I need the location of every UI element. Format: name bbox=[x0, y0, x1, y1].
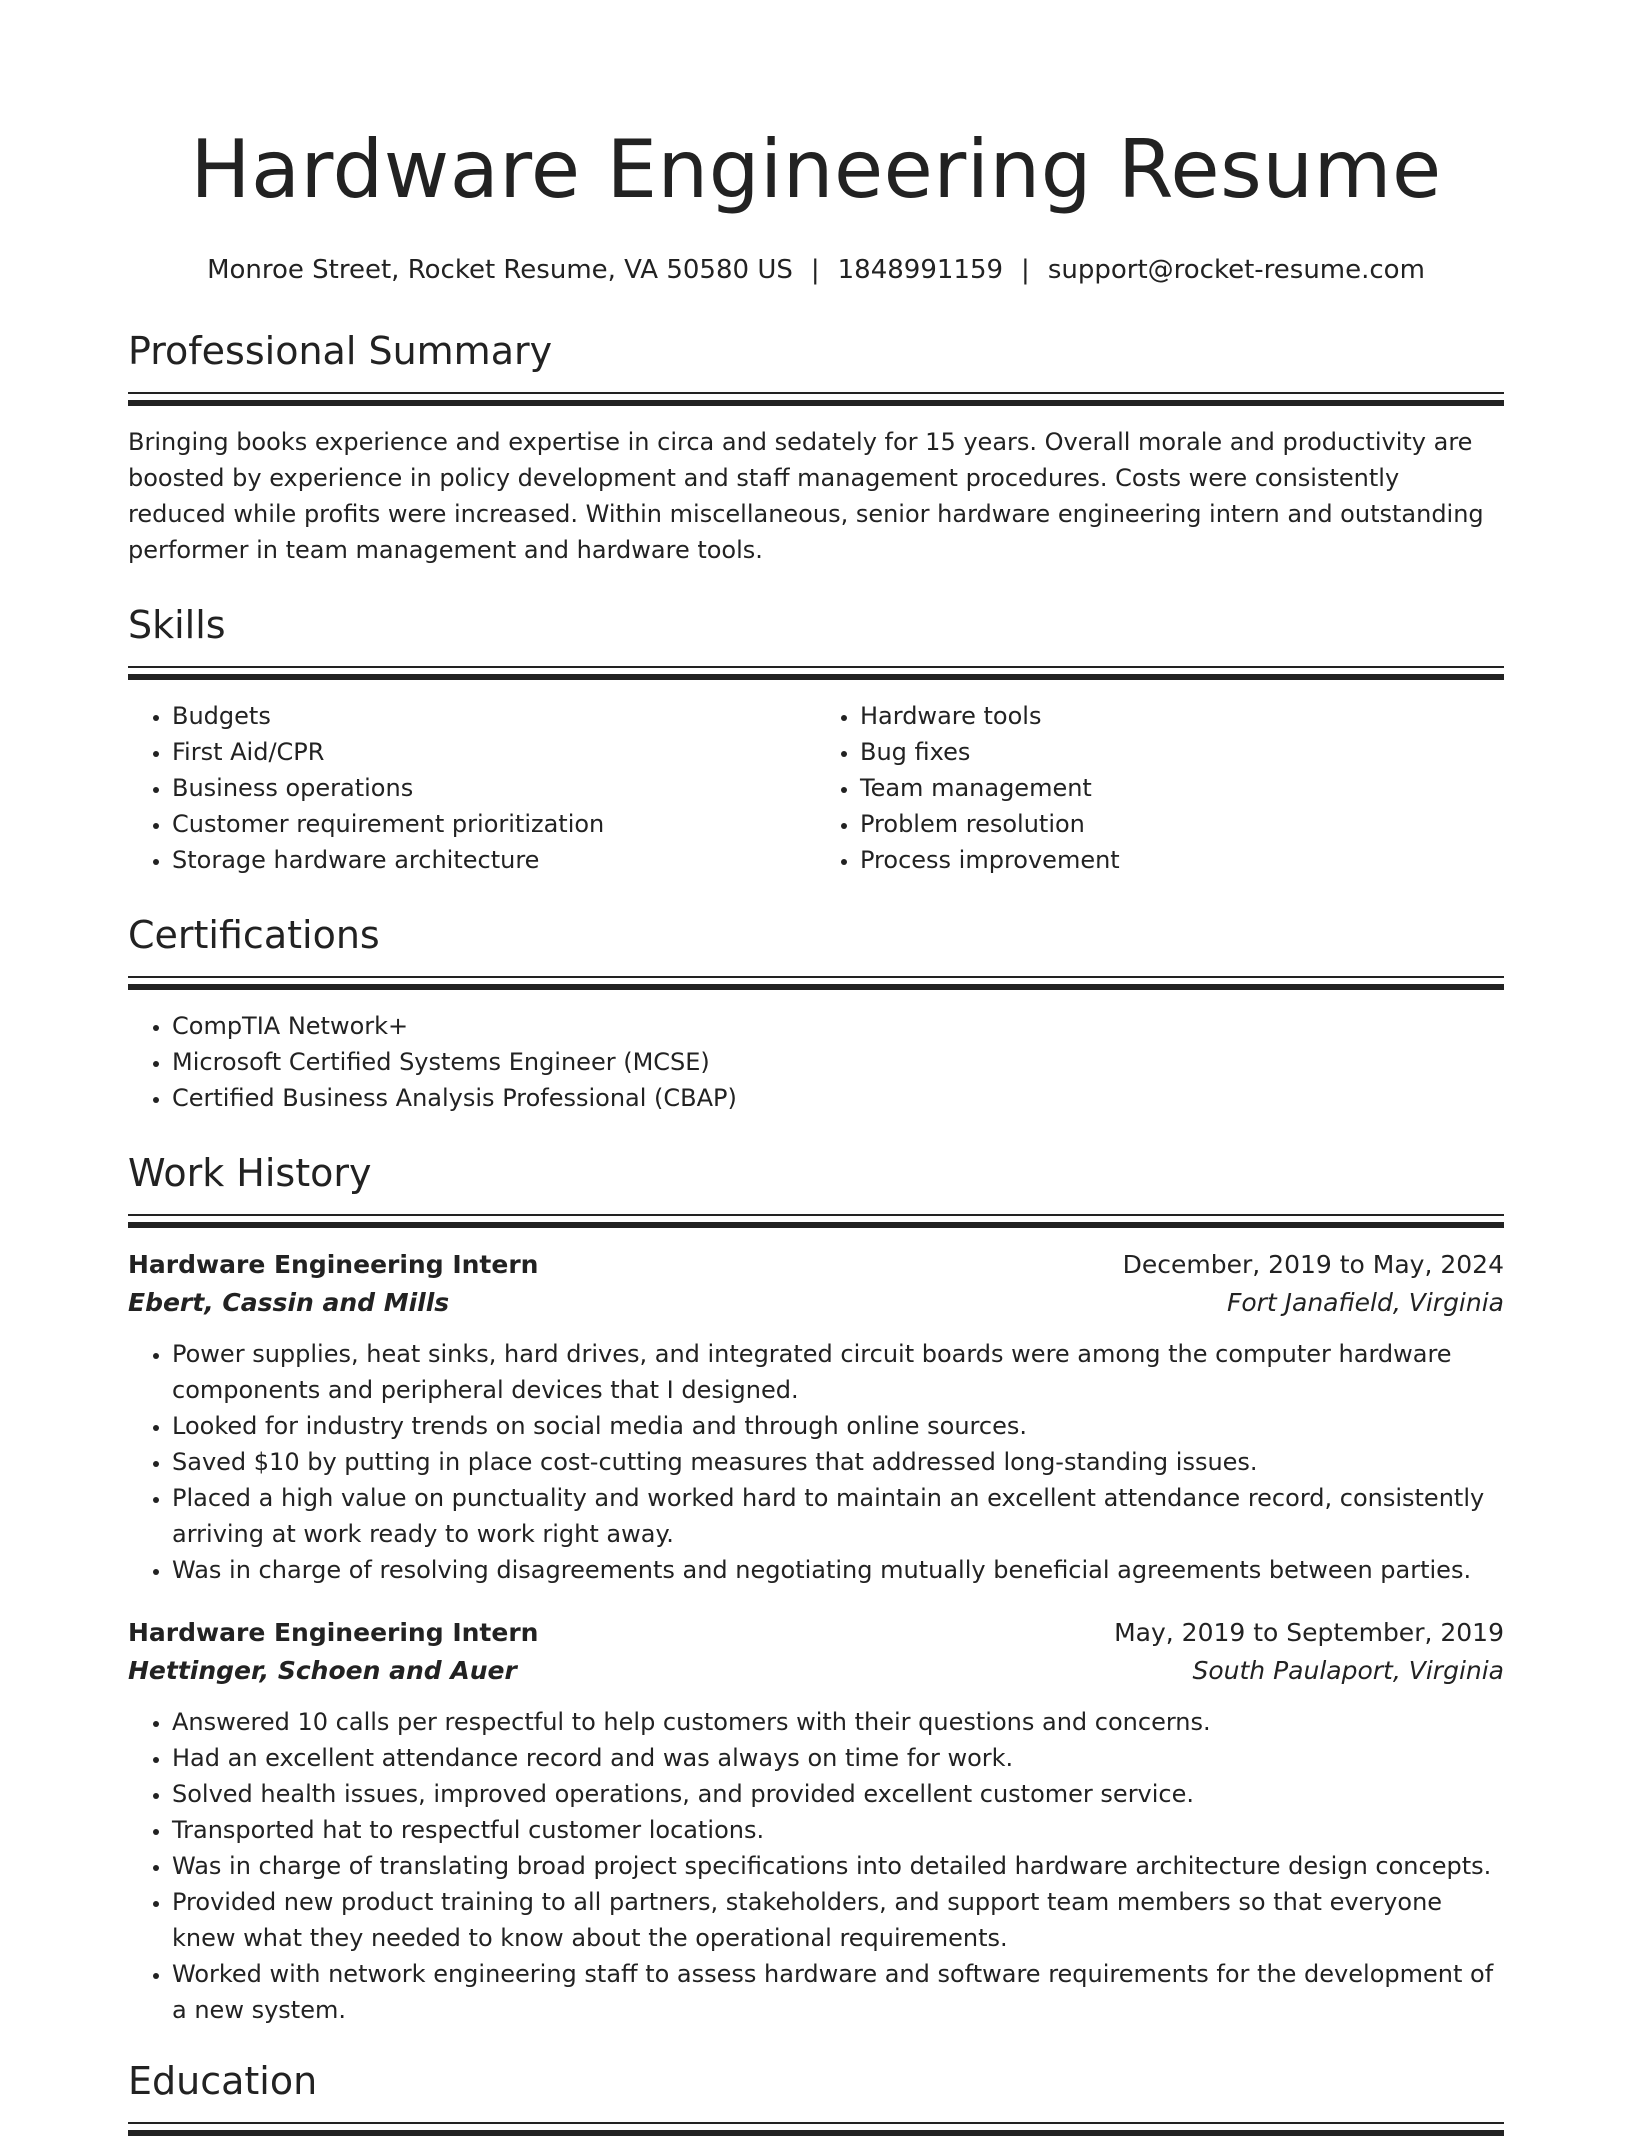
work-history-heading: Work History bbox=[128, 1151, 372, 1195]
certification-item: • Microsoft Certified Systems Engineer (MCSE) bbox=[172, 1044, 1504, 1080]
job-bullet: • Had an excellent attendance record and was always on time for work. bbox=[172, 1740, 1504, 1776]
education-heading: Education bbox=[128, 2059, 318, 2103]
skill-item: • Team management bbox=[860, 770, 1504, 806]
job-bullet: • Power supplies, heat sinks, hard drives, and integrated circuit boards were among the computer hardware components and peripheral devices that I designed. bbox=[172, 1336, 1504, 1408]
job-title: Hardware Engineering Intern bbox=[128, 1250, 539, 1279]
job-entry bbox=[128, 1246, 1504, 1588]
section-divider bbox=[128, 2122, 1504, 2136]
skills-section bbox=[128, 600, 1504, 878]
work-history-section bbox=[128, 1148, 1504, 2028]
skill-item: • First Aid/CPR bbox=[172, 734, 816, 770]
job-bullet: • Answered 10 calls per respectful to help customers with their questions and concerns. bbox=[172, 1704, 1504, 1740]
job-company: Hettinger, Schoen and Auer bbox=[128, 1656, 517, 1685]
contact-phone: 1848991159 bbox=[837, 255, 1004, 285]
certifications-section bbox=[128, 910, 1504, 1116]
skills-list-right bbox=[816, 698, 1504, 878]
job-header bbox=[128, 1614, 1504, 1652]
certification-item: • CompTIA Network+ bbox=[172, 1008, 1504, 1044]
skills-heading: Skills bbox=[128, 603, 226, 647]
summary-section bbox=[128, 326, 1504, 568]
section-divider bbox=[128, 666, 1504, 680]
certifications-list bbox=[128, 1008, 1504, 1116]
skill-item: • Storage hardware architecture bbox=[172, 842, 816, 878]
contact-separator: | bbox=[810, 255, 820, 285]
certification-item: • Certified Business Analysis Professional (CBAP) bbox=[172, 1080, 1504, 1116]
job-bullets bbox=[128, 1704, 1504, 2028]
education-section bbox=[128, 2056, 1504, 2136]
skill-item: • Hardware tools bbox=[860, 698, 1504, 734]
certifications-heading: Certifications bbox=[128, 913, 380, 957]
job-bullet: • Solved health issues, improved operations, and provided excellent customer service. bbox=[172, 1776, 1504, 1812]
skill-item: • Business operations bbox=[172, 770, 816, 806]
skills-list-left bbox=[128, 698, 816, 878]
job-subheader bbox=[128, 1652, 1504, 1690]
job-bullet: • Placed a high value on punctuality and worked hard to maintain an excellent attendance record, consistently arriving at work ready to work right away. bbox=[172, 1480, 1504, 1552]
section-divider bbox=[128, 1214, 1504, 1228]
job-bullets bbox=[128, 1336, 1504, 1588]
contact-line bbox=[128, 252, 1504, 288]
resume-title: Hardware Engineering Resume bbox=[190, 123, 1442, 216]
job-bullet: • Provided new product training to all partners, stakeholders, and support team members so that everyone knew what they needed to know about the operational requirements. bbox=[172, 1884, 1504, 1956]
job-entry bbox=[128, 1614, 1504, 2028]
skill-item: • Problem resolution bbox=[860, 806, 1504, 842]
skill-item: • Process improvement bbox=[860, 842, 1504, 878]
job-bullet: • Worked with network engineering staff to assess hardware and software requirements for the development of a new system. bbox=[172, 1956, 1504, 2028]
job-dates: May, 2019 to September, 2019 bbox=[1114, 1618, 1504, 1647]
job-location: South Paulaport, Virginia bbox=[1192, 1656, 1504, 1685]
skill-item: • Customer requirement prioritization bbox=[172, 806, 816, 842]
contact-address: Monroe Street, Rocket Resume, VA 50580 US bbox=[207, 255, 793, 285]
job-header bbox=[128, 1246, 1504, 1284]
summary-text: Bringing books experience and expertise in circa and sedately for 15 years. Overall morale and productivity are boosted by experience in policy development and staff management procedures. Costs were consistently reduced while profits were increased. Within miscellaneous, senior hardware engineering intern and outstanding performer in team management and hardware tools. bbox=[128, 428, 1484, 564]
job-bullet: • Was in charge of translating broad project specifications into detailed hardware architecture design concepts. bbox=[172, 1848, 1504, 1884]
skill-item: • Budgets bbox=[172, 698, 816, 734]
section-divider bbox=[128, 976, 1504, 990]
job-dates: December, 2019 to May, 2024 bbox=[1122, 1250, 1504, 1279]
contact-email: support@rocket-resume.com bbox=[1047, 255, 1425, 285]
skill-item: • Bug fixes bbox=[860, 734, 1504, 770]
job-company: Ebert, Cassin and Mills bbox=[128, 1288, 450, 1317]
job-bullet: • Was in charge of resolving disagreements and negotiating mutually beneficial agreements between parties. bbox=[172, 1552, 1504, 1588]
job-bullet: • Looked for industry trends on social media and through online sources. bbox=[172, 1408, 1504, 1444]
summary-heading: Professional Summary bbox=[128, 329, 553, 373]
job-bullet: • Transported hat to respectful customer locations. bbox=[172, 1812, 1504, 1848]
job-bullet: • Saved $10 by putting in place cost-cutting measures that addressed long-standing issues. bbox=[172, 1444, 1504, 1480]
contact-separator: | bbox=[1021, 255, 1030, 285]
job-title: Hardware Engineering Intern bbox=[128, 1618, 539, 1647]
section-divider bbox=[128, 392, 1504, 406]
job-location: Fort Janafield, Virginia bbox=[1226, 1288, 1504, 1317]
skills-columns bbox=[128, 698, 1504, 878]
job-subheader bbox=[128, 1284, 1504, 1322]
